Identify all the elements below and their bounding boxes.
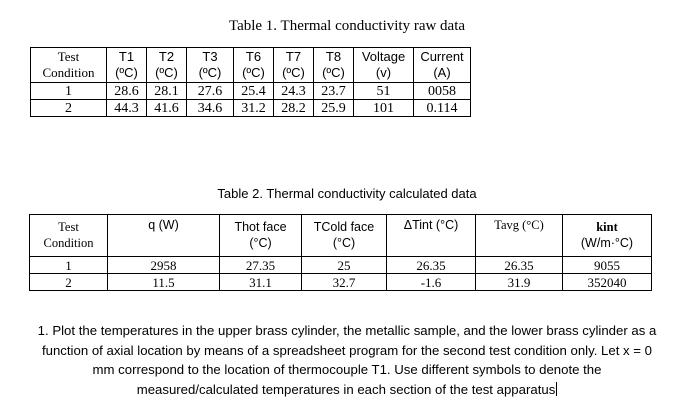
header-t8: T8 (ºC) <box>314 48 354 83</box>
table-cell: 28.6 <box>107 83 147 100</box>
table-cell: 2958 <box>108 257 220 274</box>
table-cell: 26.35 <box>387 257 476 274</box>
header-t1: T1 (ºC) <box>107 48 147 83</box>
table-cell: 25.4 <box>234 83 274 100</box>
table-cell: 2 <box>30 274 108 291</box>
table-cell: 25 <box>302 257 387 274</box>
header-test-condition: Test Condition <box>30 215 108 257</box>
table-row <box>31 83 471 100</box>
header-delta-tint: ΔTint (°C) <box>387 215 476 257</box>
header-t2: T2 (ºC) <box>147 48 187 83</box>
table-cell: 352040 <box>563 274 652 291</box>
table-cell: 24.3 <box>274 83 314 100</box>
header-t6: T6 (ºC) <box>234 48 274 83</box>
table-cell: 1 <box>30 257 108 274</box>
table-cell: 1 <box>31 83 107 100</box>
table-cell: 31.1 <box>220 274 302 291</box>
table-row <box>31 100 471 117</box>
table-cell: -1.6 <box>387 274 476 291</box>
table-cell: 27.6 <box>187 83 234 100</box>
table-cell: 11.5 <box>108 274 220 291</box>
text-cursor <box>556 382 557 396</box>
header-voltage: Voltage (v) <box>354 48 414 83</box>
table-cell: 34.6 <box>187 100 234 117</box>
header-t3: T3 (ºC) <box>187 48 234 83</box>
header-thot-face: Thot face (°C) <box>220 215 302 257</box>
table2-caption: Table 2. Thermal conductivity calculated data <box>217 186 477 201</box>
question-text: 1. Plot the temperatures in the upper brass cylinder, the metallic sample, and the lower brass cylinder as a function of axial location by means of a spreadsheet program for the second test condition only. Let x = 0 mm correspond to the location of thermocouple T1. Use different symbols to denote the measured/calculated temperatures in each section of the test apparatus <box>37 323 657 397</box>
header-kint: kint (W/m·°C) <box>563 215 652 257</box>
thermal-raw-data-table <box>30 47 471 117</box>
table-cell: 0.114 <box>414 100 471 117</box>
question-text-block[interactable] <box>30 321 664 399</box>
table-cell: 0058 <box>414 83 471 100</box>
table-cell: 51 <box>354 83 414 100</box>
table-row <box>30 257 652 274</box>
table-cell: 2 <box>31 100 107 117</box>
header-test-condition: Test Condition <box>31 48 107 83</box>
thermal-calculated-data-table <box>29 214 652 291</box>
header-tavg: Tavg (°C) <box>476 215 563 257</box>
header-t7: T7 (ºC) <box>274 48 314 83</box>
table-header-row <box>30 215 652 257</box>
table-cell: 32.7 <box>302 274 387 291</box>
table-cell: 31.2 <box>234 100 274 117</box>
table-cell: 31.9 <box>476 274 563 291</box>
header-current: Current (A) <box>414 48 471 83</box>
table-cell: 26.35 <box>476 257 563 274</box>
table-header-row <box>31 48 471 83</box>
table-cell: 23.7 <box>314 83 354 100</box>
header-tcold-face: TCold face (°C) <box>302 215 387 257</box>
header-q: q (W) <box>108 215 220 257</box>
table-cell: 25.9 <box>314 100 354 117</box>
table-cell: 101 <box>354 100 414 117</box>
table-row <box>30 274 652 291</box>
table-cell: 9055 <box>563 257 652 274</box>
table-cell: 41.6 <box>147 100 187 117</box>
table-cell: 28.1 <box>147 83 187 100</box>
table-cell: 44.3 <box>107 100 147 117</box>
table1-caption: Table 1. Thermal conductivity raw data <box>228 18 466 34</box>
table-cell: 28.2 <box>274 100 314 117</box>
table-cell: 27.35 <box>220 257 302 274</box>
